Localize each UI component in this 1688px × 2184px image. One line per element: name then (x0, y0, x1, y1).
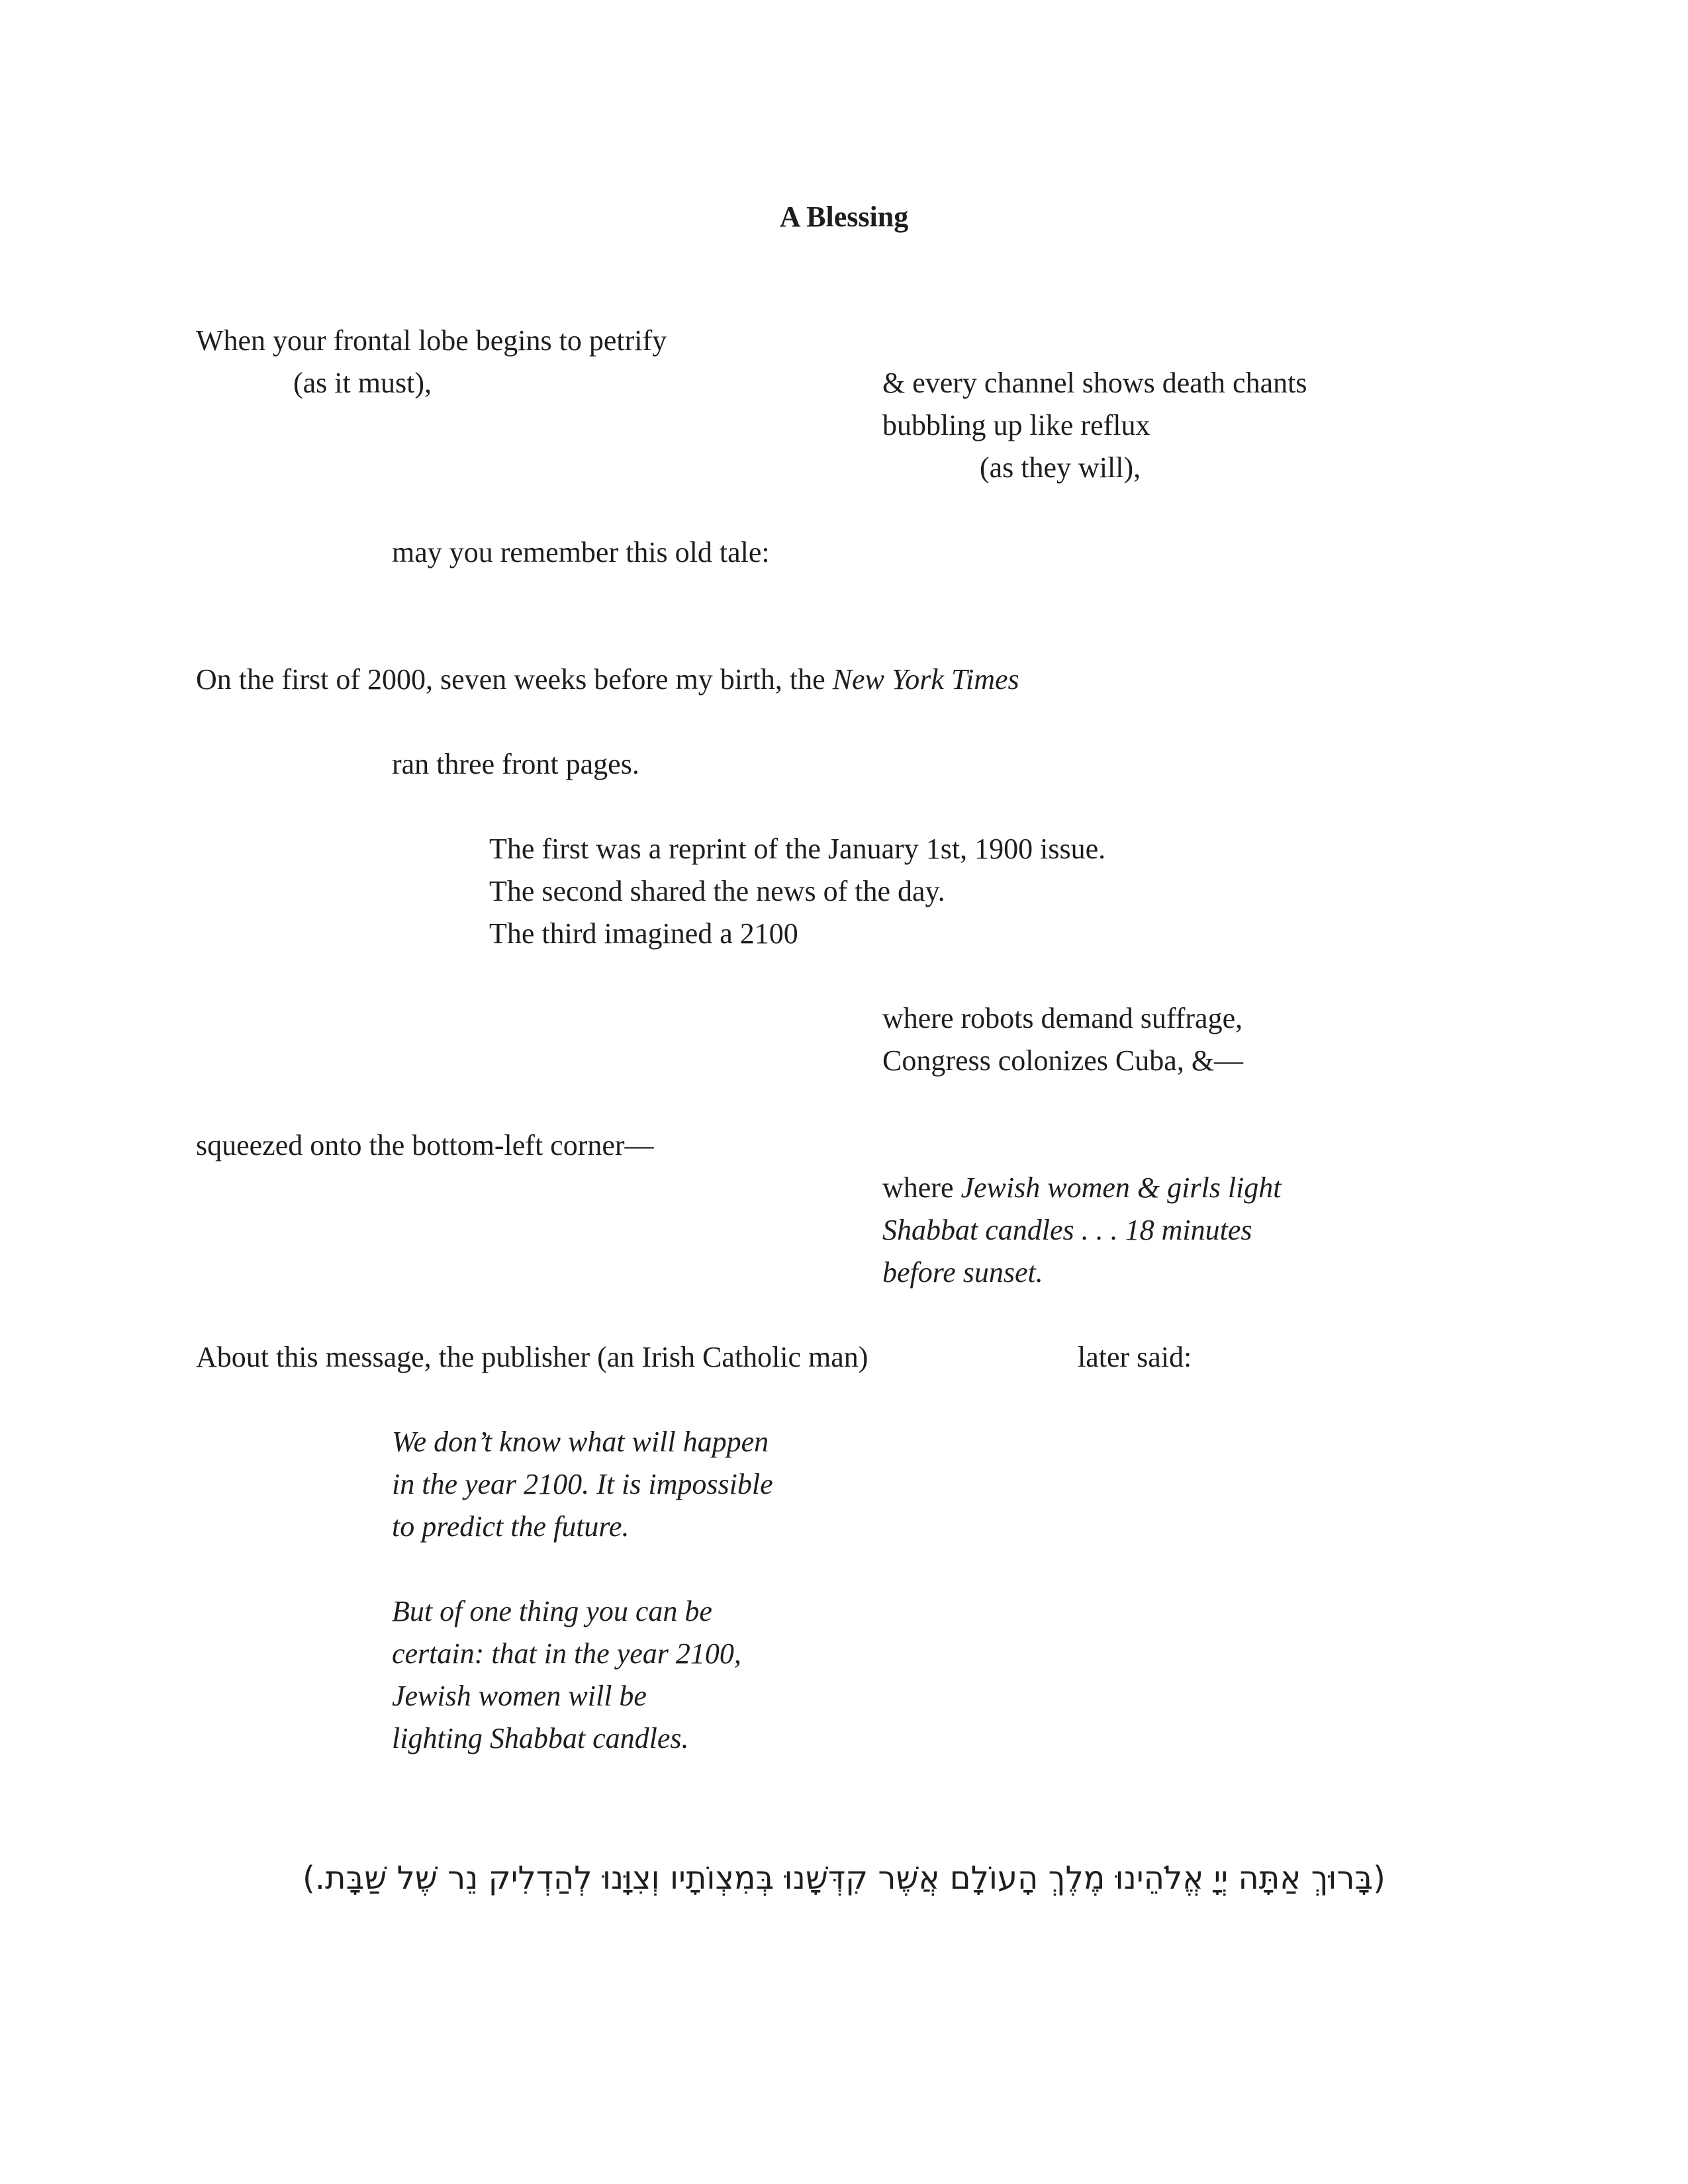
poem-line: The second shared the news of the day. (489, 875, 945, 907)
poem-line: before sunset. (882, 1256, 1043, 1289)
quote-line: in the year 2100. It is impossible (392, 1468, 773, 1500)
poem-line: Congress colonizes Cuba, &— (882, 1044, 1244, 1077)
poem-line (196, 659, 1019, 701)
poem-line: The first was a reprint of the January 1st, 1900 issue. (489, 833, 1106, 865)
poem-line: later said: (1078, 1341, 1192, 1373)
poem-line: bubbling up like reflux (882, 409, 1150, 441)
poem-line: About this message, the publisher (an Irish Catholic man) (196, 1341, 868, 1373)
hebrew-blessing: (בָּרוּךְ אַתָּה יְיָ אֱלֹהֵינוּ מֶלֶךְ הָעוֹלָם אֲשֶׁר קִדְּשָׁנוּ בְּמִצְוֹתָיו וְצִוָּנוּ לְהַדְלִיק נֵר שֶׁל שַׁבָּת.) (302, 1860, 1386, 1897)
quote-line: We don’t know what will happen (392, 1426, 769, 1458)
quote-line: Jewish women will be (392, 1680, 647, 1712)
quote-line: But of one thing you can be (392, 1595, 712, 1627)
poem-line: (as they will), (980, 451, 1141, 484)
poem-line: ran three front pages. (392, 748, 639, 780)
poem-line: Shabbat candles . . . 18 minutes (882, 1214, 1252, 1246)
poem-line: When your frontal lobe begins to petrify (196, 324, 667, 357)
poem-line: where robots demand suffrage, (882, 1002, 1243, 1034)
poem-line (882, 1167, 1282, 1209)
poem-line-text: where (882, 1171, 961, 1204)
poem-line: (as it must), (293, 367, 432, 399)
poem-title: A Blessing (779, 201, 909, 233)
quote-line: certain: that in the year 2100, (392, 1637, 741, 1670)
poem-line: squeezed onto the bottom-left corner— (196, 1129, 654, 1161)
quote-line: lighting Shabbat candles. (392, 1722, 689, 1754)
poem-line: & every channel shows death chants (882, 367, 1307, 399)
poem-line: The third imagined a 2100 (489, 917, 798, 950)
poem-line: may you remember this old tale: (392, 536, 770, 569)
quote-line: to predict the future. (392, 1510, 630, 1543)
newspaper-title: New York Times (832, 663, 1019, 696)
poem-line-italic: Jewish women & girls light (961, 1171, 1282, 1204)
poem-line-text: On the first of 2000, seven weeks before my birth, the (196, 663, 833, 696)
